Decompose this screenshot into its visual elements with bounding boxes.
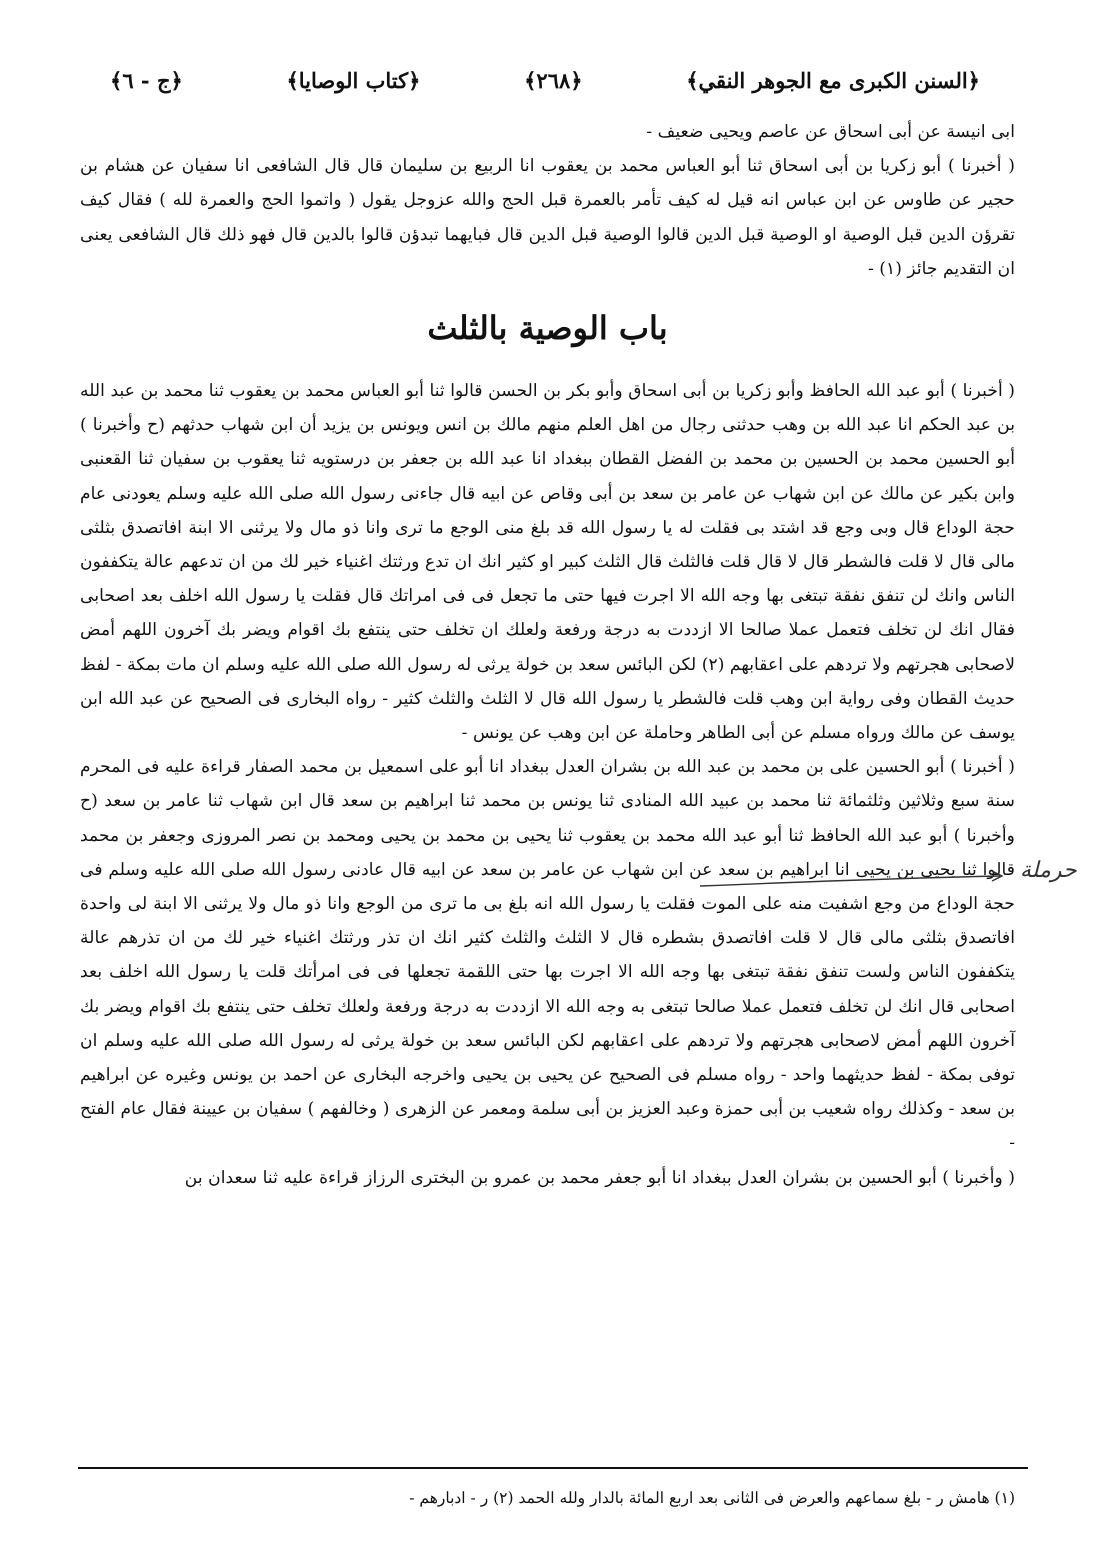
paragraph: ابى انيسة عن أبى اسحاق عن عاصم ويحيى ضعيف -	[646, 122, 1015, 142]
volume-label: ﴿ج - ٦﴾	[110, 67, 183, 93]
chapter-title: باب الوصية بالثلث	[427, 309, 668, 348]
paragraph: ( أخبرنا ) أبو الحسين على بن محمد بن عبد الله بن بشران العدل ببغداد انا أبو على اسمعيل بن محمد الصفار قراءة عليه فى المحرم سنة سبع وثلاثين وثلثمائة ثنا محمد بن عبيد الله المنادى ثنا يونس بن محمد ثنا ابراهيم بن سعد قال ابن شهاب ثنا عامر بن سعد (ح وأخبرنا ) أبو عبد الله الحافظ ثنا أبو عبد الله محمد بن يعقوب ثنا يحيى بن محمد بن يحيى ومحمد بن نصر المروزى وجعفر بن محمد قالوا ثنا يحيى بن يحيى انا ابراهيم بن سعد عن ابن شهاب عن عامر بن سعد عن ابيه قال عادنى رسول الله صلى الله عليه وسلم فى حجة الوداع من وجع اشفيت منه على الموت فقلت يا رسول الله انه بلغ بى ما ترى من الوجع وانا ذو مال ولا يرثنى الا ابنة لى واحدة افاتصدق بثلثى مالى قال لا قلت افاتصدق بشطره قال لا الثلث والثلث كثير انك ان تذر ورثتك اغنياء خير لك من ان تذرهم عالة يتكففون الناس ولست تنفق نفقة تبتغى بها وجه الله الا اجرت بها حتى اللقمة تجعلها فى فى امرأتك قلت يا رسول الله اخلف بعد اصحابى قال انك لن تخلف فتعمل عملا صالحا تبتغى به وجه الله الا ازددت به درجة ورفعة ولعلك تخلف حتى ينتفع بك اقوام ويضر بك آخرون اللهم أمض لاصحابى هجرتهم ولا تردهم على اعقابهم لكن البائس سعد بن خولة يرثى له رسول الله صلى الله عليه وسلم ان توفى بمكة - لفظ حديثهما واحد - رواه مسلم فى الصحيح عن يحيى بن يحيى واخرجه البخارى عن احمد بن يونس وغيره عن ابراهيم بن سعد - وكذلك رواه شعيب بن أبى حمزة وعبد العزيز بن أبى سلمة ومعمر عن الزهرى ( وخالفهم ) سفيان بن عيينة فقال عام الفتح -	[80, 757, 1016, 1154]
handwritten-margin-note: حرملة	[1020, 858, 1077, 883]
running-header	[110, 60, 980, 100]
paragraph: ( أخبرنا ) أبو زكريا بن أبى اسحاق ثنا أبو العباس محمد بن يعقوب انا الربيع بن سليمان قال قال الشافعى انا سفيان عن هشام بن حجير عن طاوس عن ابن عباس انه قيل له كيف تأمر بالعمرة قبل الحج والله عزوجل يقول ( واتموا الحج والعمرة لله ) فقال كيف تقرؤن الدين قبل الوصية او الوصية قبل الدين قالوا الوصية قبل الدين قال فبايهما تبدؤن قالوا بالدين قال فهو ذلك قال الشافعى يعنى ان التقديم جائز (١) -	[80, 156, 1015, 279]
main-text	[80, 115, 1015, 1195]
page-number: ﴿٢٦٨﴾	[524, 67, 583, 93]
footnote: (١) هامش ر - بلغ سماعهم والعرض فى الثانى بعد اربع المائة بالدار ولله الحمد (٢) ر - ادبارهم -	[409, 1489, 1015, 1507]
paragraph: ( وأخبرنا ) أبو الحسين بن بشران العدل ببغداد انا أبو جعفر محمد بن عمرو بن البخترى الرزاز قراءة عليه ثنا سعدان بن	[184, 1167, 1015, 1188]
handwritten-arrow	[700, 868, 1020, 892]
book-title: ﴿السنن الكبرى مع الجوهر النقي﴾	[686, 67, 980, 93]
footnote-divider	[78, 1467, 1028, 1469]
section-title: ﴿كتاب الوصايا﴾	[286, 67, 421, 93]
paragraph: ( أخبرنا ) أبو عبد الله الحافظ وأبو زكريا بن أبى اسحاق وأبو بكر بن الحسن قالوا ثنا أبو العباس محمد بن يعقوب ثنا محمد بن عبد الله بن عبد الحكم انا عبد الله بن وهب حدثنى رجال من اهل العلم منهم مالك بن انس ويونس بن يزيد أن ابن شهاب حدثهم (ح وأخبرنا ) أبو الحسين محمد بن الحسين بن محمد بن الفضل القطان ببغداد انا عبد الله بن جعفر بن درستويه ثنا يعقوب بن سفيان ثنا القعنبى وابن بكير عن مالك عن ابن شهاب عن عامر بن سعد بن أبى وقاص عن ابيه قال جاءنى رسول الله صلى الله عليه وسلم يعودنى عام حجة الوداع قال وبى وجع قد اشتد بى فقلت له يا رسول الله قد بلغ منى الوجع ما ترى وانا ذو مال ولا يرثنى الا ابنة افاتصدق بثلثى مالى قال لا قلت فالشطر قال لا قال قلت فالثلث قال الثلث كبير او كثير انك ان تدع ورثتك اغنياء خير لك من ان تدعهم عالة يتكففون الناس وانك لن تنفق نفقة تبتغى بها وجه الله الا اجرت فيها حتى ما تجعل فى فى امراتك قال فقلت يا رسول الله اخلف بعد اصحابى فقال انك لن تخلف فتعمل عملا صالحا الا ازددت به درجة ورفعة ولعلك ان تخلف حتى ينتفع بك اقوام ويضر بك آخرون اللهم أمض لاصحابى هجرتهم ولا تردهم على اعقابهم (٢) لكن البائس سعد بن خولة يرثى له رسول الله صلى الله عليه وسلم ان مات بمكة - لفظ حديث القطان وفى رواية ابن وهب قلت فالشطر يا رسول الله قال لا الثلث والثلث كثير - رواه البخارى فى الصحيح عن عبد الله ابن يوسف عن مالك ورواه مسلم عن أبى الطاهر وحاملة عن ابن وهب عن يونس -	[80, 381, 1016, 744]
